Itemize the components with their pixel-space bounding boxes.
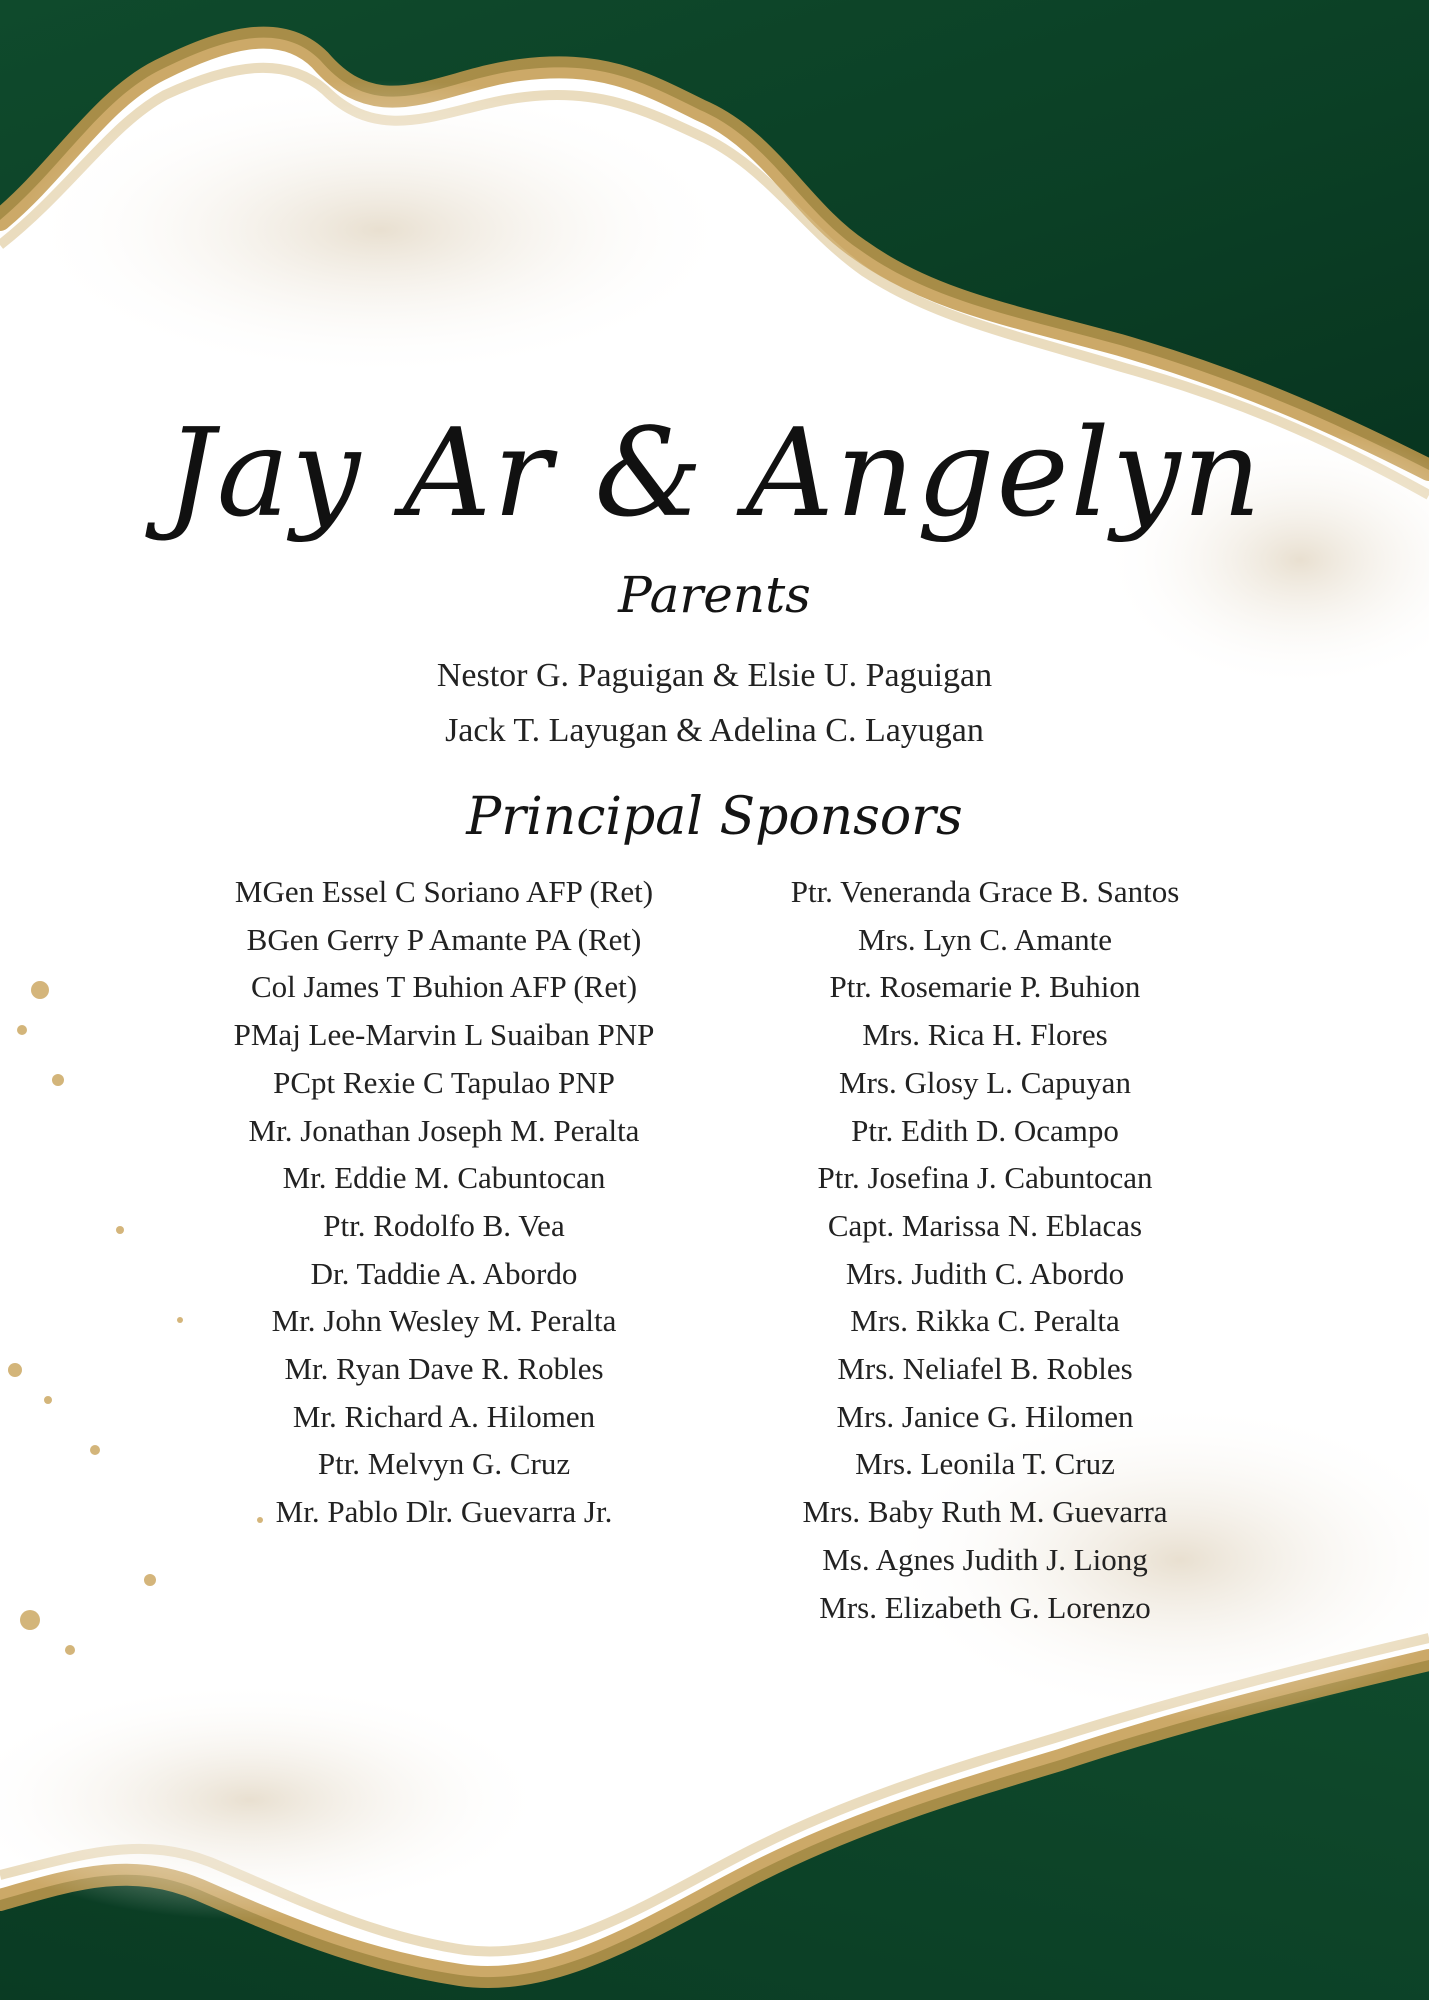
parents-list (0, 648, 1429, 758)
sponsor-name: Mr. Richard A. Hilomen (292, 1398, 596, 1434)
couple-names: Jay Ar & Angelyn (165, 402, 1264, 544)
sponsor-name: PCpt Rexie C Tapulao PNP (273, 1064, 615, 1100)
sponsors-heading: Principal Sponsors (466, 787, 963, 847)
parents-line: Nestor G. Paguigan & Elsie U. Paguigan (436, 657, 993, 694)
sponsor-name: Mrs. Baby Ruth M. Guevarra (802, 1494, 1168, 1530)
sponsor-name: BGen Gerry P Amante PA (Ret) (246, 921, 642, 957)
sponsor-name: Ptr. Rodolfo B. Vea (323, 1207, 565, 1243)
sponsor-name: Dr. Taddie A. Abordo (310, 1255, 578, 1291)
sponsor-name: Col James T Buhion AFP (Ret) (250, 969, 638, 1005)
sponsors-right-column (675, 868, 1295, 1631)
sponsor-name: Ptr. Edith D. Ocampo (851, 1112, 1119, 1148)
sponsor-name: Mrs. Neliafel B. Robles (837, 1351, 1133, 1387)
sponsor-name: Mrs. Janice G. Hilomen (836, 1398, 1134, 1434)
sponsor-name: Ptr. Josefina J. Cabuntocan (817, 1160, 1153, 1196)
sponsor-name: Mr. Eddie M. Cabuntocan (282, 1160, 606, 1196)
sponsor-name: PMaj Lee-Marvin L Suaiban PNP (233, 1017, 655, 1053)
sponsor-name: Mrs. Glosy L. Capuyan (839, 1064, 1131, 1100)
parents-line: Jack T. Layugan & Adelina C. Layugan (445, 712, 984, 749)
sponsor-name: Mrs. Rica H. Flores (862, 1017, 1108, 1053)
sponsor-name: Ptr. Veneranda Grace B. Santos (790, 874, 1180, 909)
sponsor-name: Mr. Jonathan Joseph M. Peralta (248, 1112, 640, 1148)
sponsor-name: Ptr. Melvyn G. Cruz (317, 1446, 571, 1482)
sponsor-name: Mr. Ryan Dave R. Robles (284, 1351, 604, 1387)
sponsor-name: Mrs. Lyn C. Amante (857, 921, 1113, 957)
sponsor-name: Mrs. Elizabeth G. Lorenzo (819, 1589, 1151, 1625)
sponsor-name: Mrs. Leonila T. Cruz (855, 1446, 1115, 1482)
parents-heading: Parents (618, 566, 811, 624)
sponsor-name: MGen Essel C Soriano AFP (Ret) (234, 874, 654, 909)
sponsor-name: Mrs. Rikka C. Peralta (850, 1303, 1120, 1339)
sponsors-left-column (134, 868, 754, 1536)
sponsor-name: Capt. Marissa N. Eblacas (827, 1207, 1143, 1243)
sponsor-name: Mr. John Wesley M. Peralta (271, 1303, 617, 1339)
sponsor-name: Ms. Agnes Judith J. Liong (822, 1541, 1148, 1577)
sponsor-name: Ptr. Rosemarie P. Buhion (829, 969, 1141, 1005)
sponsor-name: Mr. Pablo Dlr. Guevarra Jr. (275, 1494, 613, 1530)
sponsor-name: Mrs. Judith C. Abordo (845, 1255, 1125, 1291)
